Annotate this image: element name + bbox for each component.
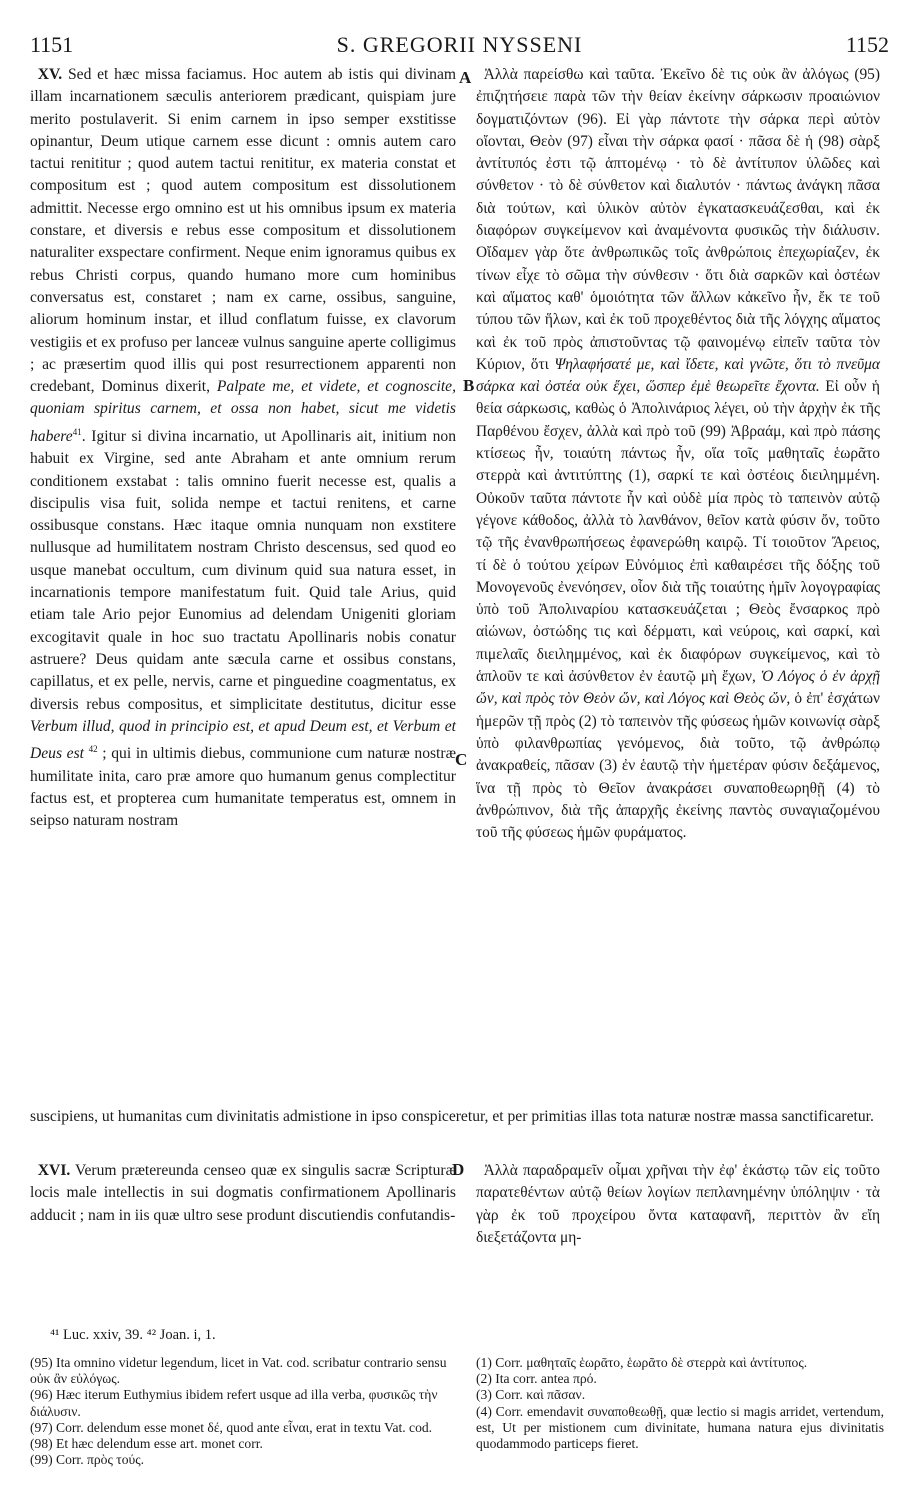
latin-scripture-quote-2: Verbum illud, quod in principio est, et apud Deum est, et Verbum et Deus est xyxy=(30,717,456,763)
latin-paragraph xyxy=(30,1160,456,1227)
latin-text-part2: . Igitur si divina incarnatio, ut Apollinaris ait, initium non habuit ex Virgine, sed ante Abraham et ante omnium rerum conditionem exstabat : talis omnino fuerit necesse est, qualis a discipulis visa fuit, solida nempe et tactui renitens, et carne ossibusque constans. Hæc itaque omnia nunquam non exstitere nullusque ad humilitatem nostram Christo descensus, sed quod eo usque manebat occultum, cum divinum quid sua natura esset, in incarnationis tempore manifestatum fuit. Quid tale Arius, quid etiam tale Ario pejor Eunomius ad delendam Unigeniti gloriam excogitavit quale in hoc suo tractatu Apollinaris nobis conatur astruere? Deus quidam ante sæcula carne et ossibus constans, capillatus, et ex pelle, nervis, carne et pinguedine coagmentatus, ex diversis rebus compositus, et simplicitate destitutus, dicitur esse xyxy=(30,427,456,713)
footnote: (1) Corr. μαθηταῖς ἑωρᾶτο, ἑωρᾶτο δὲ στερρὰ καὶ ἀντίτυπος. xyxy=(476,1355,808,1370)
running-title: S. GREGORII NYSSENI xyxy=(336,32,583,57)
section-number: XV. xyxy=(37,66,63,83)
latin-column-section-15 xyxy=(30,64,456,832)
latin-text-part1: Sed et hæc missa faciamus. Hoc autem ab istis qui divinam illam incarnationem sæculis anteriorem prædicant, quispiam jure merito postulaverit. Si enim carnem in ipso semper exstitisse opinantur, Deum utique carnem esse dicunt : omnis autem caro tactui renititur ; quod autem tactui renititur, ex materia constat et compositum est ; quod autem compositum est dissolutionem admittit. Necesse ergo omnino est ut his omnibus ipsum ex materia constare, et diversis e rebus esse compositum et dissolutionem naturaliter exspectare confirment. Neque enim ignoramus quibus ex rebus Christi corpus, quando humano more cum hominibus conversatus est, constaret ; nam ex carne, ossibus, sanguine, aliorum hominum instar, et illud conflatum fuisse, ex clavorum vestigiis et ex profuso per lanceæ vulnus sanguine aperte colligimus ; ac præsertim quod illis qui post resurrectionem apparenti non credebant, Dominus dixerit, xyxy=(30,66,456,396)
greek-scripture-quote-1: Ψηλαφήσατέ με, καὶ ἴδετε, καὶ γνῶτε, ὅτι τὸ πνεῦμα σάρκα καὶ ὀστέα οὐκ ἔχει, ὥσπερ ἐμὲ θεωρεῖτε ἔχοντα. xyxy=(476,355,880,396)
footnotes-right xyxy=(476,1355,884,1452)
greek-text-part2: Εἰ οὖν ἡ θεία σάρκωσις, καθὼς ὁ Ἀπολινάριος λέγει, οὐ τὴν ἀρχὴν ἐκ τῆς Παρθένου ἔσχεν, ἀλλὰ καὶ πρὸ τοῦ (99) Ἀβραάμ, καὶ πρὸ πάσης κτίσεως ἦν, τοιαύτη πάντως ἦν, οἵα τοῖς μαθηταῖς ἑωρᾶτο στερρὰ καὶ ἀντιτύπτης (1), σαρκί τε καὶ ὀστέοις διειλημμένη. Οὐκοῦν ταῦτα πάντοτε ἦν καὶ οὐδὲ μία πρὸς τὸ ταπεινὸν αὐτῷ γέγονε κάθοδος, ἀλλὰ τὸ λανθάνον, θεῖον κατὰ φύσιν ὄν, τοῦτο τῷ τῆς ἐνανθρωπήσεως ἐφανερώθη καιρῷ. Τί τοιοῦτον Ἄρειος, τί δὲ ὁ τούτου χείρων Εὐνόμιος ἐπὶ καθαιρέσει τῆς δόξης τοῦ Μονογενοῦς ἐνενόησεν, οἷον διὰ τῆς τοιαύτης ἡμῖν λογογραφίας ὑπὸ τοῦ Ἀπολιναρίου κατασκευάζεται ; Θεὸς ἔνσαρκος πρὸ αἰώνων, ὀστώδης τις καὶ δέρματι, καὶ νεύροις, καὶ σαρκί, καὶ πιμελαῖς διειλημμένος, καὶ ἐκ διαφόρων συγκείμενος, καὶ τὸ ἁπλοῦν τε καὶ ἀσύνθετον ἐν ἑαυτῷ μὴ ἔχων, xyxy=(476,378,880,686)
page-number-right: 1152 xyxy=(845,32,889,57)
greek-paragraph xyxy=(476,1160,880,1249)
footnote: (2) Ita corr. antea πρό. xyxy=(476,1371,597,1387)
latin-text: Verum prætereunda censeo quæ ex singulis sacræ Scripturæ locis male intellectis in sui dogmatis confirmationem Apollinaris adducit ; nam in iis quæ ultro sese produnt discutiendis confutandis- xyxy=(30,1162,456,1224)
footnote: (96) Hæc iterum Euthymius ibidem refert usque ad illa verba, φυσικῶς τὴν διάλυσιν. xyxy=(30,1387,438,1419)
page-header xyxy=(30,32,889,62)
greek-column-section-16 xyxy=(476,1160,880,1249)
latin-text-part3: ; qui in ultimis diebus, communione cum naturæ nostræ humilitate inita, caro præ amore quo humanum genus complectitur factus est, et propterea cum humanitate temperatus est, omnem in seipso naturam nostram xyxy=(30,745,456,830)
full-width-closing-text: suscipiens, ut humanitas cum divinitatis admistione in ipso conspiceretur, et per primitias illas tota naturæ nostræ massa sanctificaretur. xyxy=(30,1108,874,1125)
footnote-ref-42: 42 xyxy=(88,744,98,755)
greek-column-section-15 xyxy=(476,64,880,844)
scripture-references: ⁴¹ Luc. xxiv, 39. ⁴² Joan. i, 1. xyxy=(50,1327,216,1343)
latin-paragraph xyxy=(30,64,456,832)
latin-column-section-16 xyxy=(30,1160,456,1227)
footnote: (98) Et hæc delendum esse art. monet corr. xyxy=(30,1436,263,1452)
greek-scripture-quote-2: Ὁ Λόγος ὁ ἐν ἀρχῇ ὤν, καὶ πρὸς τὸν Θεὸν ὤν, καὶ Λόγος καὶ Θεὸς ὤν, xyxy=(476,668,880,708)
margin-marker-a: A xyxy=(459,68,472,87)
greek-paragraph xyxy=(476,64,880,844)
greek-text: Ἀλλὰ παραδραμεῖν οἶμαι χρῆναι τὴν ἐφ' ἑκάστῳ τῶν εἰς τοῦτο παρατεθέντων αὐτῷ θείων λογίων πεπλανημένην ὑπόληψιν · τὰ γὰρ ἐκ τοῦ προχείρου ὄντα καταφανῆ, περιττὸν ἂν εἴη διεξετάζοντα μη- xyxy=(476,1162,880,1246)
greek-text-part1: Ἀλλὰ παρείσθω καὶ ταῦτα. Ἐκεῖνο δὲ τις οὐκ ἂν ἀλόγως (95) ἐπιζητήσειε παρὰ τῶν τὴν θείαν ἐκείνην σάρκωσιν προαιώνιον δογματιζόντων (96). Εἰ γὰρ πάντοτε τὴν σάρκα περὶ αὐτὸν οἴονται, Θεὸν (97) εἶναι τὴν σάρκα φασί · πᾶσα δὲ ἡ (98) σὰρξ ἀντίτυπός ἐστι τῷ ἁπτομένῳ · τὸ δὲ ἀντίτυπον ὑλῶδες καὶ σύνθετον · τὸ δὲ σύνθετον καὶ διαλυτόν · πάντως ἀνάγκη πᾶσα διὰ τούτων, καὶ ὑλικὸν αὐτὸν ἐγκατασκευάζεσθαι, καὶ ἐκ διαφόρων συγκείμενον καὶ ἀναμένοντα φυσικῶς τὴν διάλυσιν. Οἴδαμεν γὰρ ὅτε ἀνθρωπικῶς τοῖς ἀνθρώποις ἐπεχωρίαζεν, ἐκ τίνων εἶχε τὸ σῶμα τὴν σύνθεσιν · ὅτι διὰ σαρκῶν καὶ ὀστέων καὶ αἵματος καθ' ὁμοιότητα τῶν ἄλλων κἀκεῖνο ἦν, ἔκ τε τοῦ τύπου τῶν ἥλων, καὶ ἐκ τοῦ προχεθέντος διὰ τῆς λόγχης αἵματος καὶ ἐκ τοῦ πρὸς ἀπιστοῦντας τῷ φαινομένῳ εἰπεῖν ταῦτα τὸν Κύριον, ὅτι xyxy=(476,66,880,373)
footnote: (97) Corr. delendum esse monet δέ, quod ante εἶναι, erat in textu Vat. cod. xyxy=(30,1419,433,1435)
footnote: (4) Corr. emendavit συναποθεωθῇ, quæ lectio si magis arridet, vertendum, est, Ut per mistionem cum divinitate, humana natura ejus divinitatis quodammodo particeps fieret. xyxy=(476,1403,884,1452)
footnote: (95) Ita omnino videtur legendum, licet in Vat. cod. scribatur contrario sensu οὐκ ἂν εὐλόγως. xyxy=(30,1355,447,1387)
margin-marker-d: D xyxy=(452,1160,465,1179)
footnote: (3) Corr. καὶ πᾶσαν. xyxy=(476,1387,586,1403)
margin-marker-c: C xyxy=(455,750,468,769)
footnote-ref-41: 41 xyxy=(72,426,82,437)
footnotes-left xyxy=(30,1355,450,1468)
footnote: (99) Corr. πρὸς τούς. xyxy=(30,1452,145,1468)
greek-text-part3: ὁ ἐπ' ἐσχάτων ἡμερῶν τῇ πρὸς (2) τὸ ταπεινὸν τῆς φύσεως ἡμῶν κοινωνίᾳ σὰρξ ὑπὸ φιλανθρωπίας γενόμενος, διὰ τοῦτο, τῷ ἀνθρώπῳ ἀνακραθείς, πᾶσαν (3) ἐν ἑαυτῷ τὴν ἡμετέραν φύσιν δεξάμενος, ἵνα τῇ πρὸς τὸ Θεῖον ἀνακράσει συναποθεωρηθῇ (4) τὸ ἀνθρώπινον, διὰ τῆς ἀπαρχῆς ἐκείνης παντὸς συναγιαζομένου τοῦ τῆς φύσεως ἡμῶν φυράματος. xyxy=(476,690,880,842)
page-number-left: 1151 xyxy=(30,32,74,57)
margin-marker-b: B xyxy=(463,376,475,395)
section-number: XVI. xyxy=(37,1162,71,1179)
latin-scripture-quote-1: Palpate me, et videte, et cognoscite, quoniam spiritus carnem, et ossa non habet, sicut me videtis habere xyxy=(30,378,456,445)
